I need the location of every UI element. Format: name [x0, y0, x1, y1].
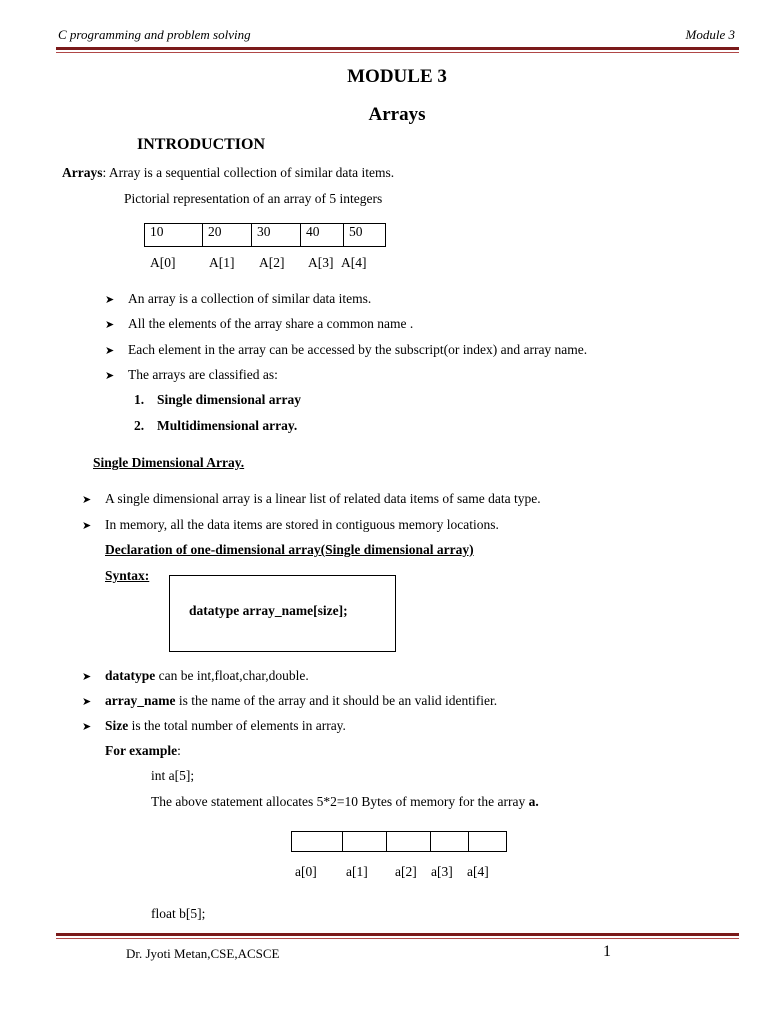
list-item-text [105, 718, 346, 734]
array-cell: 10 [145, 224, 203, 247]
array-label: a[1] [346, 864, 368, 879]
header-rule-thin [56, 52, 739, 53]
arrays-definition [62, 165, 394, 181]
arrow-bullet-icon: ➤ [82, 520, 92, 532]
arrow-bullet-icon: ➤ [105, 370, 115, 382]
example-label: For example [105, 743, 178, 758]
array-cell [387, 832, 431, 852]
list-item-text: A single dimensional array is a linear list of related data items of same data type. [105, 491, 541, 506]
arrays-def-text: : Array is a sequential collection of similar data items. [102, 165, 395, 180]
arrow-bullet-icon: ➤ [105, 345, 115, 357]
classification-num: 1. [134, 392, 145, 407]
array-cell: 20 [203, 224, 252, 247]
single-dim-heading: Single Dimensional Array. [93, 455, 245, 470]
chapter-title: Arrays [368, 104, 426, 125]
array-diagram-2 [291, 831, 507, 852]
example-text-line [151, 794, 539, 810]
array-cell [343, 832, 387, 852]
footer-rule [56, 933, 739, 936]
syntax-label: Syntax: [105, 568, 150, 583]
header-right: Module 3 [685, 27, 735, 42]
syntax-text: datatype array_name[size]; [189, 603, 348, 618]
arrow-bullet-icon: ➤ [82, 494, 92, 506]
list-item [105, 291, 114, 307]
footer-rule-thin [56, 938, 739, 939]
example-var: a. [528, 794, 539, 809]
array-label: A[2] [259, 255, 285, 270]
declaration-heading: Declaration of one-dimensional array(Single dimensional array) [105, 542, 474, 557]
classification-num: 2. [134, 418, 145, 433]
header-left: C programming and problem solving [58, 27, 251, 42]
array-label: a[4] [467, 864, 489, 879]
array-label: A[0] [150, 255, 176, 270]
array-cell: 30 [252, 224, 301, 247]
array-cell: 50 [344, 224, 386, 247]
footer-author: Dr. Jyoti Metan,CSE,ACSCE [126, 946, 280, 961]
list-item-text: The arrays are classified as: [128, 367, 278, 382]
arrow-bullet-icon: ➤ [82, 721, 92, 733]
array-cell: 40 [301, 224, 344, 247]
arrow-bullet-icon: ➤ [105, 294, 115, 306]
float-code: float b[5]; [151, 906, 206, 921]
classification-text: Multidimensional array. [157, 418, 298, 433]
list-item-text: All the elements of the array share a common name . [128, 316, 414, 331]
module-title: MODULE 3 [347, 66, 447, 87]
array-cell [292, 832, 343, 852]
arrow-bullet-icon: ➤ [105, 319, 115, 331]
term-desc: is the total number of elements in array. [128, 718, 346, 733]
header-rule [56, 47, 739, 50]
array-label: A[1] [209, 255, 235, 270]
example-text: The above statement allocates 5*2=10 Bytes of memory for the array [151, 794, 529, 809]
intro-heading: INTRODUCTION [137, 136, 266, 153]
array-cell [431, 832, 469, 852]
array-label: a[0] [295, 864, 317, 879]
arrow-bullet-icon: ➤ [82, 696, 92, 708]
example-label-line: For example: [105, 743, 181, 758]
array-label: a[3] [431, 864, 453, 879]
list-item-text: In memory, all the data items are stored in contiguous memory locations. [105, 517, 499, 532]
array-label: a[2] [395, 864, 417, 879]
page-number: 1 [603, 943, 611, 960]
array-cell [469, 832, 507, 852]
arrow-bullet-icon: ➤ [82, 671, 92, 683]
array-diagram-1 [144, 223, 386, 247]
example-code: int a[5]; [151, 768, 195, 783]
list-item-text [105, 693, 497, 709]
arrays-term: Arrays [62, 165, 103, 180]
term-desc: can be int,float,char,double. [155, 668, 309, 683]
array-label: A[3] [308, 255, 334, 270]
classification-text: Single dimensional array [157, 392, 302, 407]
term-desc: is the name of the array and it should be an valid identifier. [175, 693, 498, 708]
list-item-text: Each element in the array can be accessed by the subscript(or index) and array name. [128, 342, 588, 357]
pictorial-caption: Pictorial representation of an array of 5 integers [124, 191, 383, 206]
array-label: A[4] [341, 255, 367, 270]
list-item-text [105, 668, 309, 684]
term: datatype [105, 668, 156, 683]
list-item-text: An array is a collection of similar data items. [128, 291, 372, 306]
term: Size [105, 718, 129, 733]
term: array_name [105, 693, 176, 708]
